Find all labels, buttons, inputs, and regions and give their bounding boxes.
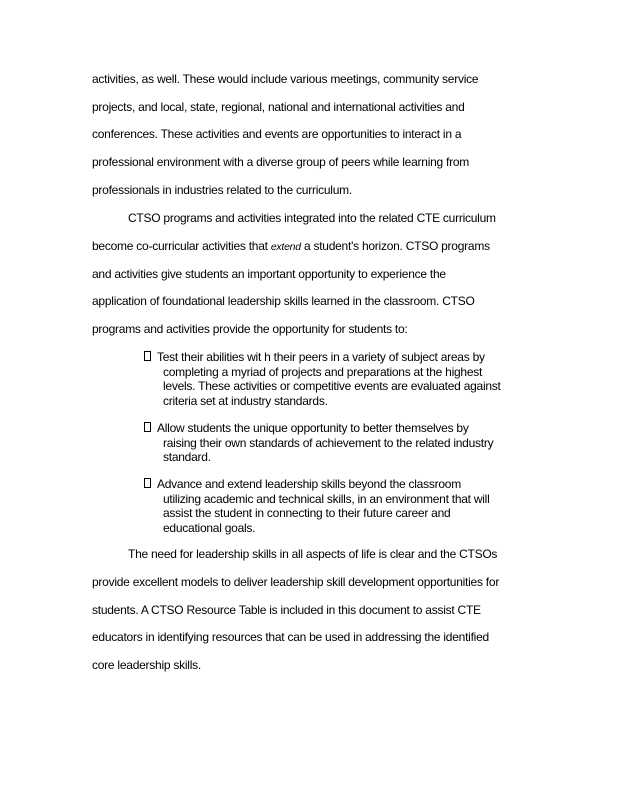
emphasized-word-extend: extend bbox=[270, 241, 301, 253]
paragraph-1-line-2: projects, and local, state, regional, national and international activities and bbox=[92, 100, 465, 114]
bullet-1-first-line bbox=[144, 350, 501, 365]
paragraph-3-line-3: students. A CTSO Resource Table is included in this document to assist CTE bbox=[92, 603, 481, 617]
bullet-item-1 bbox=[144, 350, 501, 408]
paragraph-2-line-4: application of foundational leadership skills learned in the classroom. CTSO bbox=[92, 294, 475, 308]
bullet-3-line-3: assist the student in connecting to their future career and bbox=[163, 506, 451, 520]
bullet-2-line-3: standard. bbox=[163, 450, 211, 464]
bullet-box-icon bbox=[144, 351, 151, 361]
bullet-box-icon bbox=[144, 422, 151, 432]
paragraph-3-line-5: core leadership skills. bbox=[92, 658, 201, 672]
bullet-3-line-4: educational goals. bbox=[163, 520, 256, 535]
bullet-item-2 bbox=[144, 421, 493, 465]
bullet-3-text: Advance and extend leadership skills beyond the classroom bbox=[157, 477, 461, 491]
paragraph-1-line-4: professional environment with a diverse group of peers while learning from bbox=[92, 155, 470, 169]
bullet-1-line-3: levels. These activities or competitive events are evaluated against bbox=[163, 379, 501, 393]
paragraph-1-line-5: professionals in industries related to the curriculum. bbox=[92, 183, 352, 197]
paragraph-2-line-2-end: a student's horizon. CTSO programs bbox=[300, 239, 490, 253]
bullet-item-3 bbox=[144, 477, 490, 535]
bullet-2-line-2: raising their own standards of achievement to the related industry bbox=[163, 435, 494, 450]
paragraph-2-line-5: programs and activities provide the opportunity for students to: bbox=[92, 322, 408, 336]
bullet-3-first-line bbox=[144, 477, 490, 492]
paragraph-2-line-1: CTSO programs and activities integrated into the related CTE curriculum bbox=[128, 211, 496, 225]
paragraph-1-line-3: conferences. These activities and events are opportunities to interact in a bbox=[92, 127, 462, 141]
paragraph-2-line-2 bbox=[92, 239, 490, 254]
bullet-2-first-line bbox=[144, 421, 493, 436]
paragraph-3-line-2: provide excellent models to deliver leadership skill development opportunities for bbox=[92, 575, 500, 589]
bullet-1-text: Test their abilities wit h their peers in a variety of subject areas by bbox=[157, 350, 485, 364]
paragraph-2-line-2-start: become co-curricular activities that bbox=[92, 239, 271, 253]
paragraph-3-line-4: educators in identifying resources that can be used in addressing the identified bbox=[92, 630, 489, 644]
paragraph-3-line-1: The need for leadership skills in all aspects of life is clear and the CTSOs bbox=[128, 547, 498, 561]
bullet-3-line-2: utilizing academic and technical skills, in an environment that will bbox=[163, 491, 490, 506]
paragraph-1-line-1: activities, as well. These would include various meetings, community service bbox=[92, 72, 479, 86]
bullet-1-line-4: criteria set at industry standards. bbox=[163, 393, 328, 408]
paragraph-2-line-3: and activities give students an important opportunity to experience the bbox=[92, 267, 446, 281]
bullet-2-text: Allow students the unique opportunity to better themselves by bbox=[157, 421, 469, 435]
bullet-box-icon bbox=[144, 478, 151, 488]
bullet-1-line-2: completing a myriad of projects and preparations at the highest bbox=[163, 364, 483, 379]
